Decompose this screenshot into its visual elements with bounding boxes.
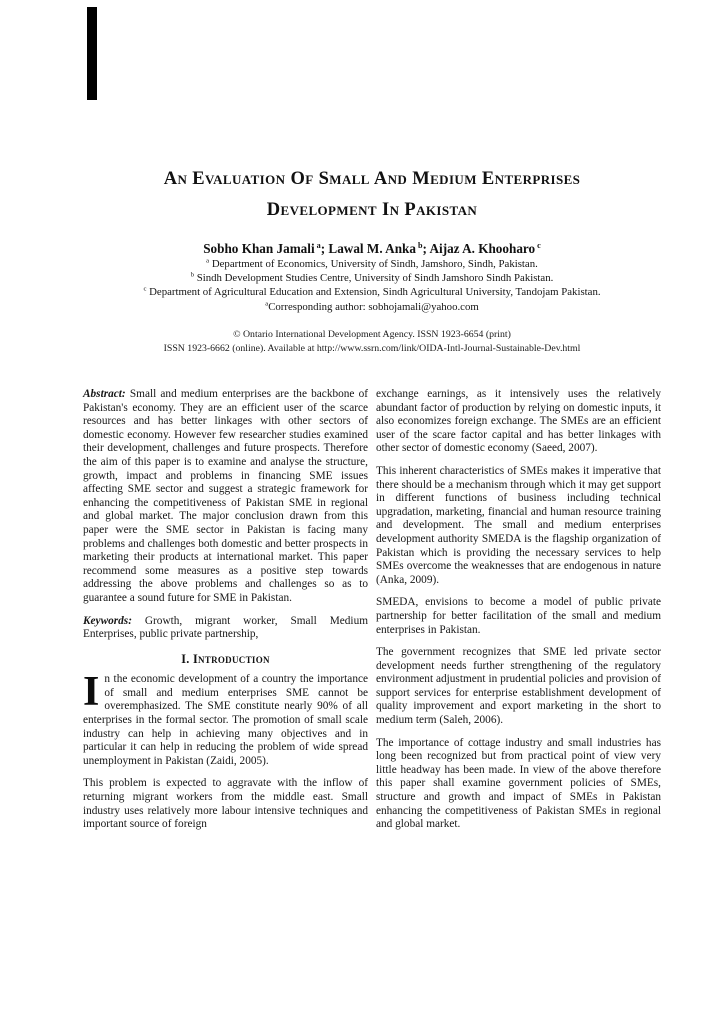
affiliation-mark: c	[143, 285, 147, 293]
author-name: Aijaz A. Khooharo	[429, 241, 536, 256]
author-affiliation-mark: c	[537, 240, 541, 250]
affiliation-line	[83, 285, 661, 299]
right-column	[376, 388, 661, 841]
affiliation-text: Department of Economics, University of Sindh, Jamshoro, Sindh, Pakistan.	[209, 258, 538, 270]
affiliation-line	[83, 257, 661, 271]
author-separator: ;	[422, 241, 430, 256]
journal-imprint	[83, 328, 661, 356]
abstract-text: Small and medium enterprises are the backbone of Pakistan's economy. They are an efficient user of the scarce resources and has better linkages with other sectors of domestic economy. However few researcher studies examined their development, challenges and future prospects. Therefore the aim of this paper is to examine and analyse the structure, growth, impact and problems in financing SME issues affecting SME sector and suggest a strategic framework for enhancing the competitiveness of Pakistan SME in regional and global market. The major conclusion drawn from this paper were the SME sector in Pakistan is facing many problems and challenges both domestic and better prospects in marketing their products at international market. This paper recommend some measures as a positive step towards addressing the above problems and challenges so as to guarantee a sound future for SME in Pakistan.	[83, 388, 369, 604]
authors-line	[83, 241, 661, 257]
affiliation-mark: b	[190, 271, 195, 279]
drop-cap: I	[83, 669, 100, 716]
affiliations-block	[83, 257, 661, 314]
left-column	[83, 388, 368, 841]
corresponding-author-line	[83, 300, 661, 314]
paper-title-line2: Development In Pakistan	[266, 200, 478, 220]
author-separator: ;	[320, 241, 329, 256]
keywords-label: Keywords:	[83, 614, 132, 627]
affiliation-mark: a	[206, 257, 210, 265]
paper-title	[83, 164, 661, 226]
body-paragraph: SMEDA, envisions to become a model of public private partnership for better facilitation of the small and medium enterprises in Pakistan.	[376, 596, 661, 636]
imprint-line2: ISSN 1923-6662 (online). Available at http://www.ssrn.com/link/OIDA-Intl-Journal-Sustainable-Dev.html	[163, 342, 581, 354]
author-affiliation-mark: b	[417, 240, 423, 250]
keywords-paragraph	[83, 615, 368, 642]
imprint-line1: © Ontario International Development Agency. ISSN 1923-6654 (print)	[233, 329, 511, 340]
paper-title-line1: An Evaluation Of Small And Medium Enterprises	[163, 169, 581, 189]
body-paragraph: This inherent characteristics of SMEs makes it imperative that there should be a mechanism through which it may get support in different functions of business including technical upgradation, marketing, financial and human resource training and development. The small and medium enterprises development authority SMEDA is the flagship organization of Pakistan which is providing the necessary services to help SMEs overcome the weaknesses that are endogenous in nature (Anka, 2009).	[376, 464, 661, 586]
introduction-paragraph	[83, 669, 368, 768]
abstract-paragraph	[83, 388, 368, 606]
body-paragraph: This problem is expected to aggravate with the inflow of returning migrant workers from the middle east. Small industry uses relatively more labour intensive techniques and important source of foreign	[83, 777, 368, 831]
affiliation-text: Department of Agricultural Education and Extension, Sindh Agricultural University, Tandojam Pakistan.	[146, 286, 601, 299]
keywords-text: Growth, migrant worker, Small Medium Enterprises, public private partnership,	[83, 614, 369, 641]
body-paragraph: exchange earnings, as it intensively uses the relatively abundant factor of production by relying on domestic inputs, it also economizes foreign exchange. The SMEs are an efficient user of the scare factor capital and has better linkages with other sector of domestic economy (Saeed, 2007).	[376, 388, 661, 455]
introduction-text: n the economic development of a country the importance of small and medium enterprises SME cannot be overemphasized. The SME constitute nearly 90% of all enterprises in the formal sector. The promotion of small scale industry can help in achieving many objectives and in particular it can help in reducing the problem of wide spread unemployment in Pakistan (Zaidi, 2005).	[83, 673, 368, 767]
author-name: Lawal M. Anka	[328, 241, 416, 256]
author-name: Sobho Khan Jamali	[203, 241, 315, 256]
scan-artifact-bar	[87, 7, 97, 100]
body-paragraph: The government recognizes that SME led private sector development needs further strengthening of the regulatory environment adjustment in prudential policies and provision of support services for enterprise establishment development of quality improvement and export marketing in the short to medium term (Saleh, 2006).	[376, 646, 661, 727]
affiliation-mark: a	[265, 300, 269, 308]
affiliation-line	[83, 271, 661, 285]
two-column-body	[83, 388, 661, 841]
section-heading-introduction: I. Introduction	[181, 651, 270, 666]
body-paragraph: The importance of cottage industry and small industries has long been recognized but from practical point of view very little headway has been made. In view of the above therefore this paper shall examine government policies of SMEs, structure and growth and impact of SMEs in Pakistan enhancing the competitiveness of Pakistan SMEs in regional and global market.	[376, 736, 661, 831]
abstract-label: Abstract:	[83, 388, 126, 400]
affiliation-text: Sindh Development Studies Centre, University of Sindh Jamshoro Sindh Pakistan.	[194, 272, 554, 285]
corresponding-author-text: Corresponding author: sobhojamali@yahoo.com	[268, 300, 479, 313]
author-affiliation-mark: a	[316, 240, 321, 250]
